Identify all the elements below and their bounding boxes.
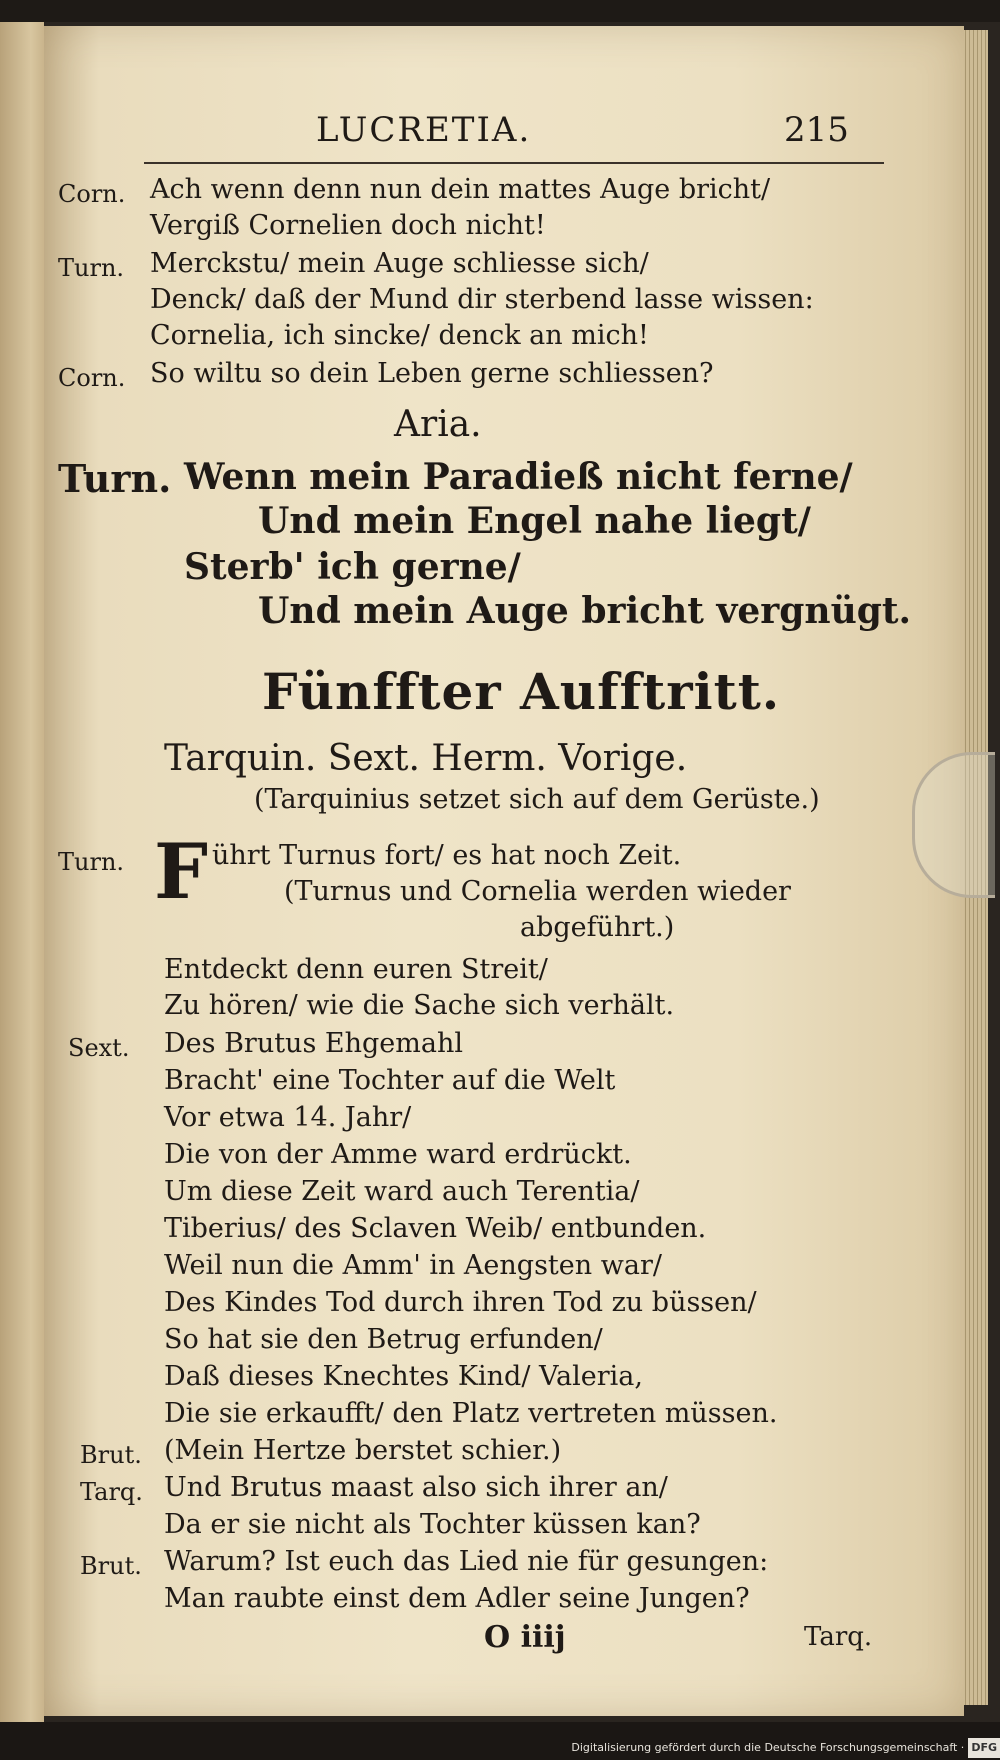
stage-direction: abgeführt.) xyxy=(520,912,675,943)
cast-list: Tarquin. Sext. Herm. Vorige. xyxy=(164,738,688,779)
speaker-label: Turn. xyxy=(58,254,125,282)
verse-text: Des Brutus Ehgemahl xyxy=(164,1028,463,1059)
speaker-label: Sext. xyxy=(68,1034,130,1062)
digitization-credit xyxy=(560,1738,1000,1758)
verse-text: ührt Turnus fort/ es hat noch Zeit. xyxy=(212,840,682,871)
scan-border-top xyxy=(0,0,1000,22)
running-title: LUCRETIA. xyxy=(316,110,532,150)
verse-text: Und Brutus maast also sich ihrer an/ xyxy=(164,1472,668,1503)
verse-text: Um diese Zeit ward auch Terentia/ xyxy=(164,1176,640,1207)
verse-text: Daß dieses Knechtes Kind/ Valeria, xyxy=(164,1361,643,1392)
drop-cap: F xyxy=(154,827,208,916)
facing-page-edge xyxy=(0,22,44,1722)
verse-text: Man raubte einst dem Adler seine Jungen? xyxy=(164,1583,750,1614)
page-number: 215 xyxy=(784,110,849,150)
speaker-label: Tarq. xyxy=(80,1478,143,1506)
verse-text: (Mein Hertze berstet schier.) xyxy=(164,1435,562,1466)
verse-text: Tiberius/ des Sclaven Weib/ entbunden. xyxy=(164,1213,707,1244)
verse-text: Die sie erkaufft/ den Platz vertreten müssen. xyxy=(164,1398,778,1429)
aria-heading: Aria. xyxy=(394,404,482,445)
running-header xyxy=(44,110,964,160)
aria-verse: Sterb' ich gerne/ xyxy=(184,546,521,588)
verse-text: Zu hören/ wie die Sache sich verhält. xyxy=(164,990,675,1021)
credit-text: Digitalisierung gefördert durch die Deutsche Forschungsgemeinschaft · xyxy=(571,1741,965,1754)
stage-direction: (Tarquinius setzet sich auf dem Gerüste.) xyxy=(254,784,820,815)
verse-text: Da er sie nicht als Tochter küssen kan? xyxy=(164,1509,701,1540)
speaker-label: Turn. xyxy=(58,848,125,876)
verse-text: Bracht' eine Tochter auf die Welt xyxy=(164,1065,616,1096)
verse-text: Entdeckt denn euren Streit/ xyxy=(164,954,548,985)
dfg-logo: DFG xyxy=(968,1738,1000,1758)
verse-text: Vergiß Cornelien doch nicht! xyxy=(150,210,546,241)
verse-text: Warum? Ist euch das Lied nie für gesungen: xyxy=(164,1546,769,1577)
header-rule xyxy=(144,162,884,164)
stage-direction: (Turnus und Cornelia werden wieder xyxy=(284,876,791,907)
aria-verse: Wenn mein Paradieß nicht ferne/ xyxy=(184,456,853,498)
speaker-label: Brut. xyxy=(80,1441,142,1469)
verse-text: Ach wenn denn nun dein mattes Auge bricht/ xyxy=(150,174,771,205)
aria-verse: Und mein Auge bricht vergnügt. xyxy=(258,590,912,632)
speaker-label: Brut. xyxy=(80,1552,142,1580)
aria-speaker: Turn. xyxy=(58,456,172,501)
verse-text: So hat sie den Betrug erfunden/ xyxy=(164,1324,603,1355)
verse-text: Cornelia, ich sincke/ denck an mich! xyxy=(150,320,649,351)
speaker-label: Corn. xyxy=(58,180,126,208)
verse-text: Weil nun die Amm' in Aengsten war/ xyxy=(164,1250,662,1281)
speaker-label: Corn. xyxy=(58,364,126,392)
verse-text: Des Kindes Tod durch ihren Tod zu büssen/ xyxy=(164,1287,757,1318)
aria-verse: Und mein Engel nahe liegt/ xyxy=(258,500,811,542)
verse-text: Vor etwa 14. Jahr/ xyxy=(164,1102,412,1133)
verse-text: So wiltu so dein Leben gerne schliessen? xyxy=(150,358,714,389)
scene-title: Fünffter Aufftritt. xyxy=(262,662,781,721)
verse-text: Die von der Amme ward erdrückt. xyxy=(164,1139,632,1170)
verse-text: Merckstu/ mein Auge schliesse sich/ xyxy=(150,248,649,279)
verse-text: Denck/ daß der Mund dir sterbend lasse wissen: xyxy=(150,284,814,315)
catchword: Tarq. xyxy=(804,1622,873,1652)
book-page xyxy=(44,26,964,1716)
signature-mark: O iiij xyxy=(484,1620,566,1655)
